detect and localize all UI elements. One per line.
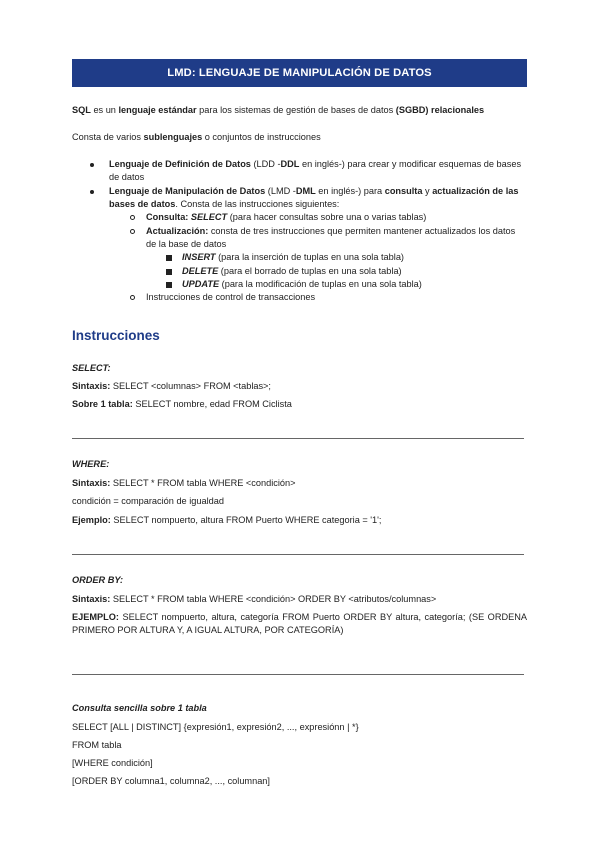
sublanguages-list bbox=[72, 158, 527, 305]
where-example: Ejemplo: SELECT nompuerto, altura FROM Puerto WHERE categoria = '1'; bbox=[72, 515, 382, 525]
actualizacion-sublist bbox=[146, 251, 527, 291]
page-banner-title: LMD: LENGUAJE DE MANIPULACIÓN DE DATOS bbox=[72, 59, 527, 87]
select-example: Sobre 1 tabla: SELECT nombre, edad FROM Ciclista bbox=[72, 399, 292, 409]
list-item-insert: INSERT (para la inserción de tuplas en una sola tabla) bbox=[146, 251, 527, 264]
where-title: WHERE: bbox=[72, 459, 110, 469]
where-condition: condición = comparación de igualdad bbox=[72, 496, 224, 506]
orderby-example: EJEMPLO: SELECT nompuerto, altura, categoría FROM Puerto ORDER BY altura, categoría; (SE ORDENA PRIMERO POR ALTURA Y, A IGUAL ALTURA, POR CATEGORÍA) bbox=[72, 612, 527, 636]
consta-paragraph: Consta de varios sublenguajes o conjuntos de instrucciones bbox=[72, 132, 321, 142]
where-syntax: Sintaxis: SELECT * FROM tabla WHERE <condición> bbox=[72, 478, 296, 488]
consulta-line-4: [ORDER BY columna1, columna2, ..., columnan] bbox=[72, 776, 270, 786]
intro-paragraph: SQL es un lenguaje estándar para los sistemas de gestión de bases de datos (SGBD) relacionales bbox=[72, 105, 485, 115]
consulta-line-1: SELECT [ALL | DISTINCT] {expresión1, expresión2, ..., expresiónn | *} bbox=[72, 722, 359, 732]
divider bbox=[72, 554, 524, 555]
select-title: SELECT: bbox=[72, 363, 111, 373]
list-item-delete: DELETE (para el borrado de tuplas en una sola tabla) bbox=[146, 265, 527, 278]
list-item-actualizacion: Actualización: consta de tres instrucciones que permiten mantener actualizados los datos de la base de datos INSERT (para la inserción de tuplas en una sola tabla) DELETE (para el borrado de tuplas en una sola tabla) UPDATE (para la modificación de tuplas en una sola tabla) bbox=[109, 225, 527, 292]
sql-term: SQL bbox=[72, 105, 91, 115]
consulta-title: Consulta sencilla sobre 1 tabla bbox=[72, 703, 207, 713]
orderby-title: ORDER BY: bbox=[72, 575, 124, 585]
list-item-control: Instrucciones de control de transacciones bbox=[109, 291, 527, 304]
consulta-line-2: FROM tabla bbox=[72, 740, 122, 750]
section-heading-instrucciones: Instrucciones bbox=[72, 328, 160, 343]
list-item-lmd: Lenguaje de Manipulación de Datos (LMD -DML en inglés-) para consulta y actualización de las bases de datos. Consta de las instrucciones siguientes: Consulta: SELECT (para hacer consultas sobre una o varias tablas) Actualización: consta de tres instrucciones que permiten mantener actualizados los datos de la base de datos INSERT (para la inserción de tuplas en una sola tabla) DELETE (para el borrado de tuplas en una sola tabla) UPDATE (para la modificación de tuplas en una sola tabla) Instrucciones de control de transacciones bbox=[72, 185, 527, 305]
list-item-update: UPDATE (para la modificación de tuplas en una sola tabla) bbox=[146, 278, 527, 291]
consulta-line-3: [WHERE condición] bbox=[72, 758, 153, 768]
divider bbox=[72, 438, 524, 439]
sgbd-term: (SGBD) relacionales bbox=[395, 105, 485, 115]
lenguaje-term: lenguaje estándar bbox=[118, 105, 197, 115]
list-item-ldd: Lenguaje de Definición de Datos (LDD -DDL en inglés-) para crear y modificar esquemas de bases de datos bbox=[72, 158, 527, 185]
list-item-consulta: Consulta: SELECT (para hacer consultas sobre una o varias tablas) bbox=[109, 211, 527, 224]
divider bbox=[72, 674, 524, 675]
orderby-syntax: Sintaxis: SELECT * FROM tabla WHERE <condición> ORDER BY <atributos/columnas> bbox=[72, 594, 437, 604]
select-syntax: Sintaxis: SELECT <columnas> FROM <tablas>; bbox=[72, 381, 271, 391]
lmd-sublist bbox=[109, 211, 527, 304]
